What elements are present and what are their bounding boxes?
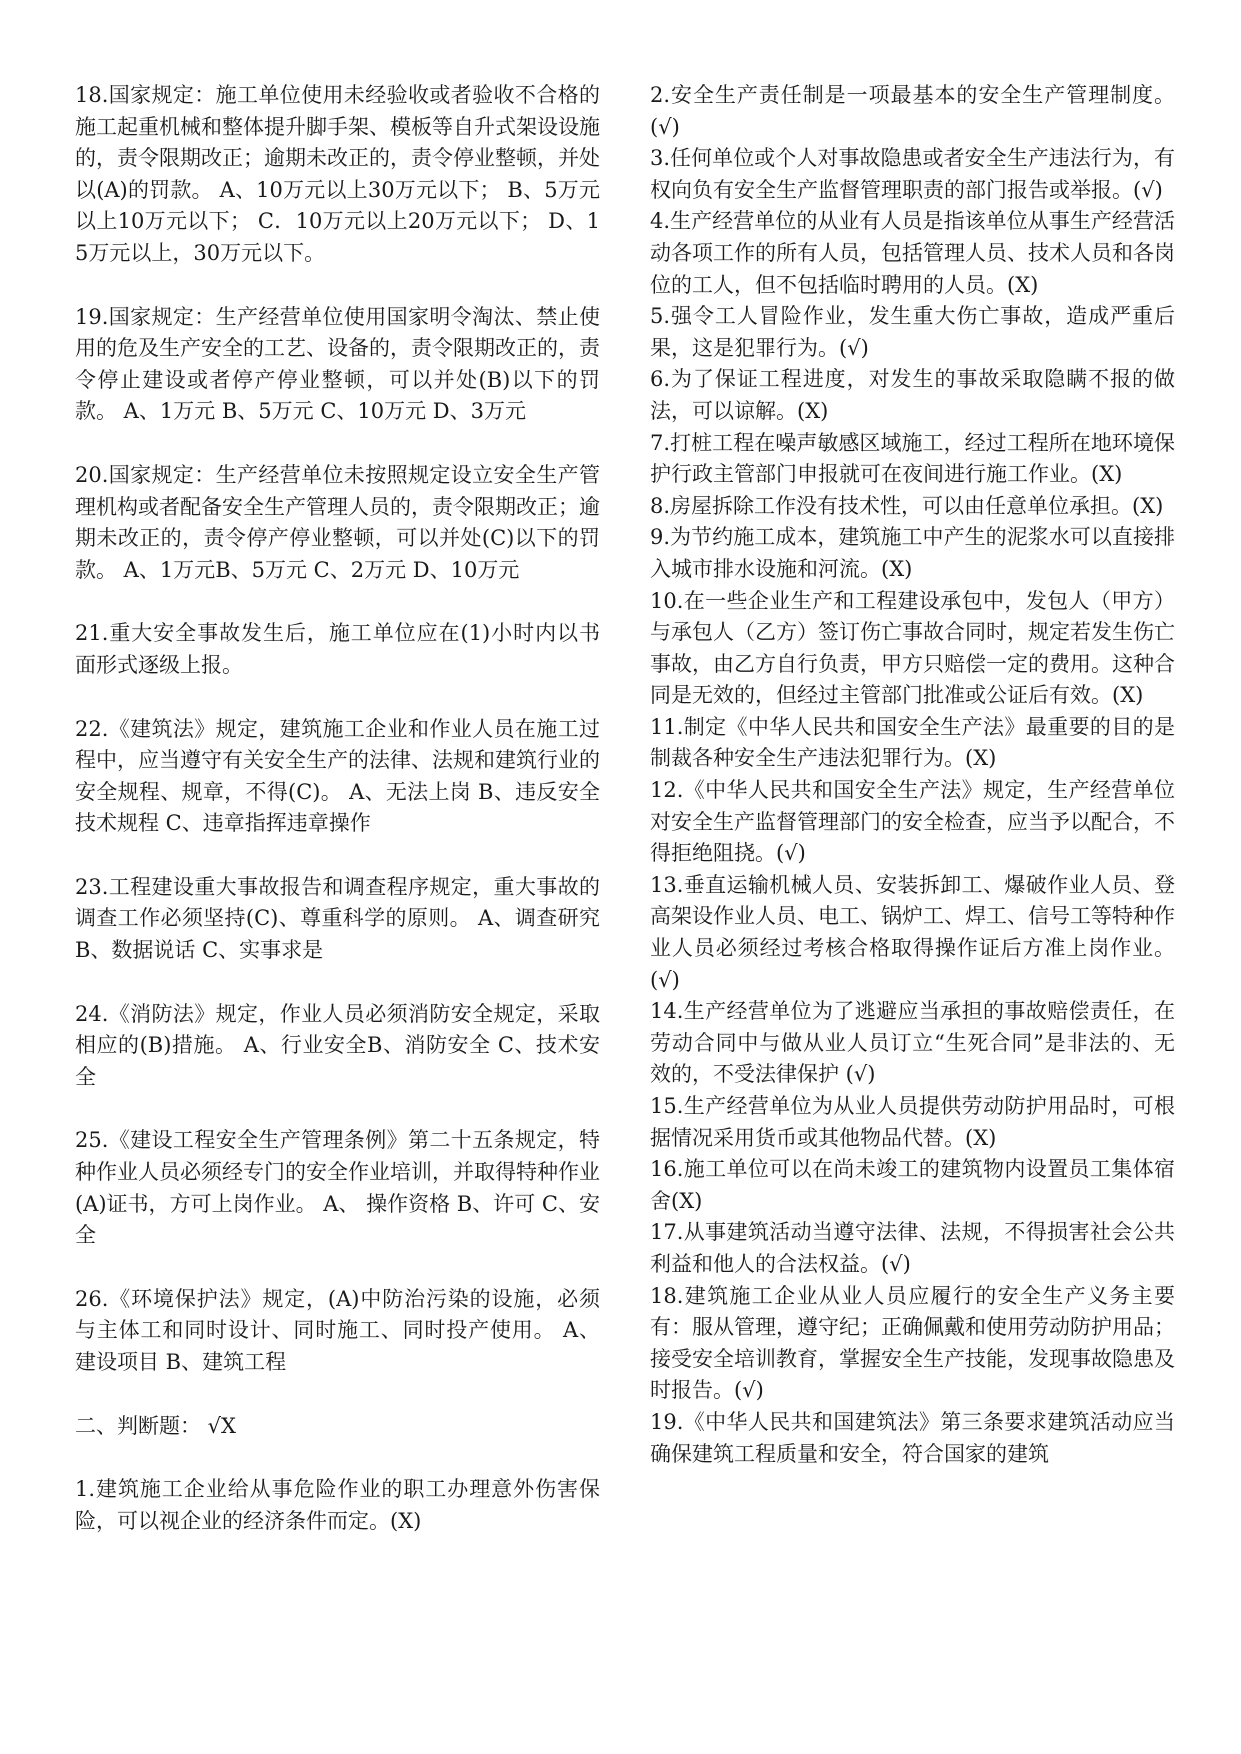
left-column bbox=[75, 80, 600, 1569]
judgment-19: 19.《中华人民共和国建筑法》第三条要求建筑活动应当确保建筑工程质量和安全，符合国家的建筑 bbox=[650, 1409, 1175, 1466]
judgment-8: 8.房屋拆除工作没有技术性，可以由任意单位承担。(X) bbox=[650, 493, 1164, 518]
judgment-4: 4.生产经营单位的从业有人员是指该单位从事生产经营活动各项工作的所有人员，包括管理人员、技术人员和各岗位的工人，但不包括临时聘用的人员。(X) bbox=[650, 209, 1175, 297]
question-23: 23.工程建设重大事故报告和调查程序规定，重大事故的调查工作必须坚持(C)、尊重科学的原则。 A、调查研究 B、数据说话 C、实事求是 bbox=[75, 874, 600, 963]
judgment-16: 16.施工单位可以在尚未竣工的建筑物内设置员工集体宿舍(X) bbox=[650, 1157, 1175, 1213]
judgment-11: 11.制定《中华人民共和国安全生产法》最重要的目的是制裁各种安全生产违法犯罪行为。(X) bbox=[650, 714, 1175, 771]
judgment-1: 1.建筑施工企业给从事危险作业的职工办理意外伤害保险，可以视企业的经济条件而定。(X) bbox=[75, 1477, 600, 1533]
judgment-13: 13.垂直运输机械人员、安装拆卸工、爆破作业人员、登高架设作业人员、电工、锅炉工、焊工、信号工等特种作业人员必须经过考核合格取得操作证后方准上岗作业。(√) bbox=[650, 872, 1175, 992]
question-21: 21.重大安全事故发生后，施工单位应在(1)小时内以书面形式逐级上报。 bbox=[75, 621, 600, 677]
judgment-12: 12.《中华人民共和国安全生产法》规定，生产经营单位对安全生产监督管理部门的安全检查，应当予以配合，不得拒绝阻挠。(√) bbox=[650, 778, 1175, 866]
judgment-14: 14.生产经营单位为了逃避应当承担的事故赔偿责任，在劳动合同中与做从业人员订立“生死合同”是非法的、无效的，不受法律保护 (√) bbox=[650, 999, 1175, 1087]
judgment-15: 15.生产经营单位为从业人员提供劳动防护用品时，可根据情况采用货币或其他物品代替。(X) bbox=[650, 1094, 1175, 1150]
question-26: 26.《环境保护法》规定，(A)中防治污染的设施，必须与主体工和同时设计、同时施工、同时投产使用。 A、建设项目 B、建筑工程 bbox=[75, 1286, 600, 1374]
question-24: 24.《消防法》规定，作业人员必须消防安全规定，采取相应的(B)措施。 A、行业安全B、消防安全 C、技术安全 bbox=[75, 1001, 600, 1089]
judgment-7: 7.打桩工程在噪声敏感区域施工，经过工程所在地环境保护行政主管部门申报就可在夜间进行施工作业。(X) bbox=[650, 430, 1175, 487]
question-22: 22.《建筑法》规定，建筑施工企业和作业人员在施工过程中，应当遵守有关安全生产的法律、法规和建筑行业的安全规程、规章，不得(C)。 A、无法上岗 B、违反安全技术规程 C、违章指挥违章操作 bbox=[75, 716, 600, 836]
judgment-6: 6.为了保证工程进度，对发生的事故采取隐瞒不报的做法，可以谅解。(X) bbox=[650, 367, 1175, 423]
judgment-2: 2.安全生产责任制是一项最基本的安全生产管理制度。(√) bbox=[650, 83, 1175, 139]
question-25: 25.《建设工程安全生产管理条例》第二十五条规定，特种作业人员必须经专门的安全作业培训，并取得特种作业(A)证书，方可上岗作业。 A、 操作资格 B、许可 C、安全 bbox=[75, 1128, 600, 1248]
question-18: 18.国家规定：施工单位使用未经验收或者验收不合格的施工起重机械和整体提升脚手架、模板等自升式架设设施的，责令限期改正；逾期未改正的，责令停业整顿，并处以(A)的罚款。 A、10万元以上30万元以下； B、5万元以上10万元以下； C．10万元以上20万元以下； D、15万元以上，30万元以下。 bbox=[75, 83, 600, 265]
question-19: 19.国家规定：生产经营单位使用国家明令淘汰、禁止使用的危及生产安全的工艺、设备的，责令限期改正的，责令停止建设或者停产停业整顿，可以并处(B)以下的罚款。 A、1万元 B、5万元 C、10万元 D、3万元 bbox=[75, 304, 600, 424]
question-20: 20.国家规定：生产经营单位未按照规定设立安全生产管理机构或者配备安全生产管理人员的，责令限期改正；逾期未改正的，责令停产停业整顿，可以并处(C)以下的罚款。 A、1万元B、5万元 C、2万元 D、10万元 bbox=[75, 462, 600, 582]
section-heading-judgment: 二、判断题： √X bbox=[75, 1413, 237, 1438]
judgment-5: 5.强令工人冒险作业，发生重大伤亡事故，造成严重后果，这是犯罪行为。(√) bbox=[650, 304, 1175, 360]
judgment-18: 18.建筑施工企业从业人员应履行的安全生产义务主要有：服从管理，遵守纪；正确佩戴和使用劳动防护用品；接受安全培训教育，掌握安全生产技能，发现事故隐患及时报告。(√) bbox=[650, 1283, 1175, 1403]
right-column bbox=[650, 80, 1175, 1470]
judgment-17: 17.从事建筑活动当遵守法律、法规，不得损害社会公共利益和他人的合法权益。(√) bbox=[650, 1220, 1175, 1276]
judgment-9: 9.为节约施工成本，建筑施工中产生的泥浆水可以直接排入城市排水设施和河流。(X) bbox=[650, 525, 1175, 581]
judgment-10: 10.在一些企业生产和工程建设承包中，发包人（甲方）与承包人（乙方）签订伤亡事故合同时，规定若发生伤亡事故，由乙方自行负责，甲方只赔偿一定的费用。这种合同是无效的，但经过主管部门批准或公证后有效。(X) bbox=[650, 588, 1175, 708]
judgment-3: 3.任何单位或个人对事故隐患或者安全生产违法行为，有权向负有安全生产监督管理职责的部门报告或举报。(√) bbox=[650, 146, 1175, 202]
